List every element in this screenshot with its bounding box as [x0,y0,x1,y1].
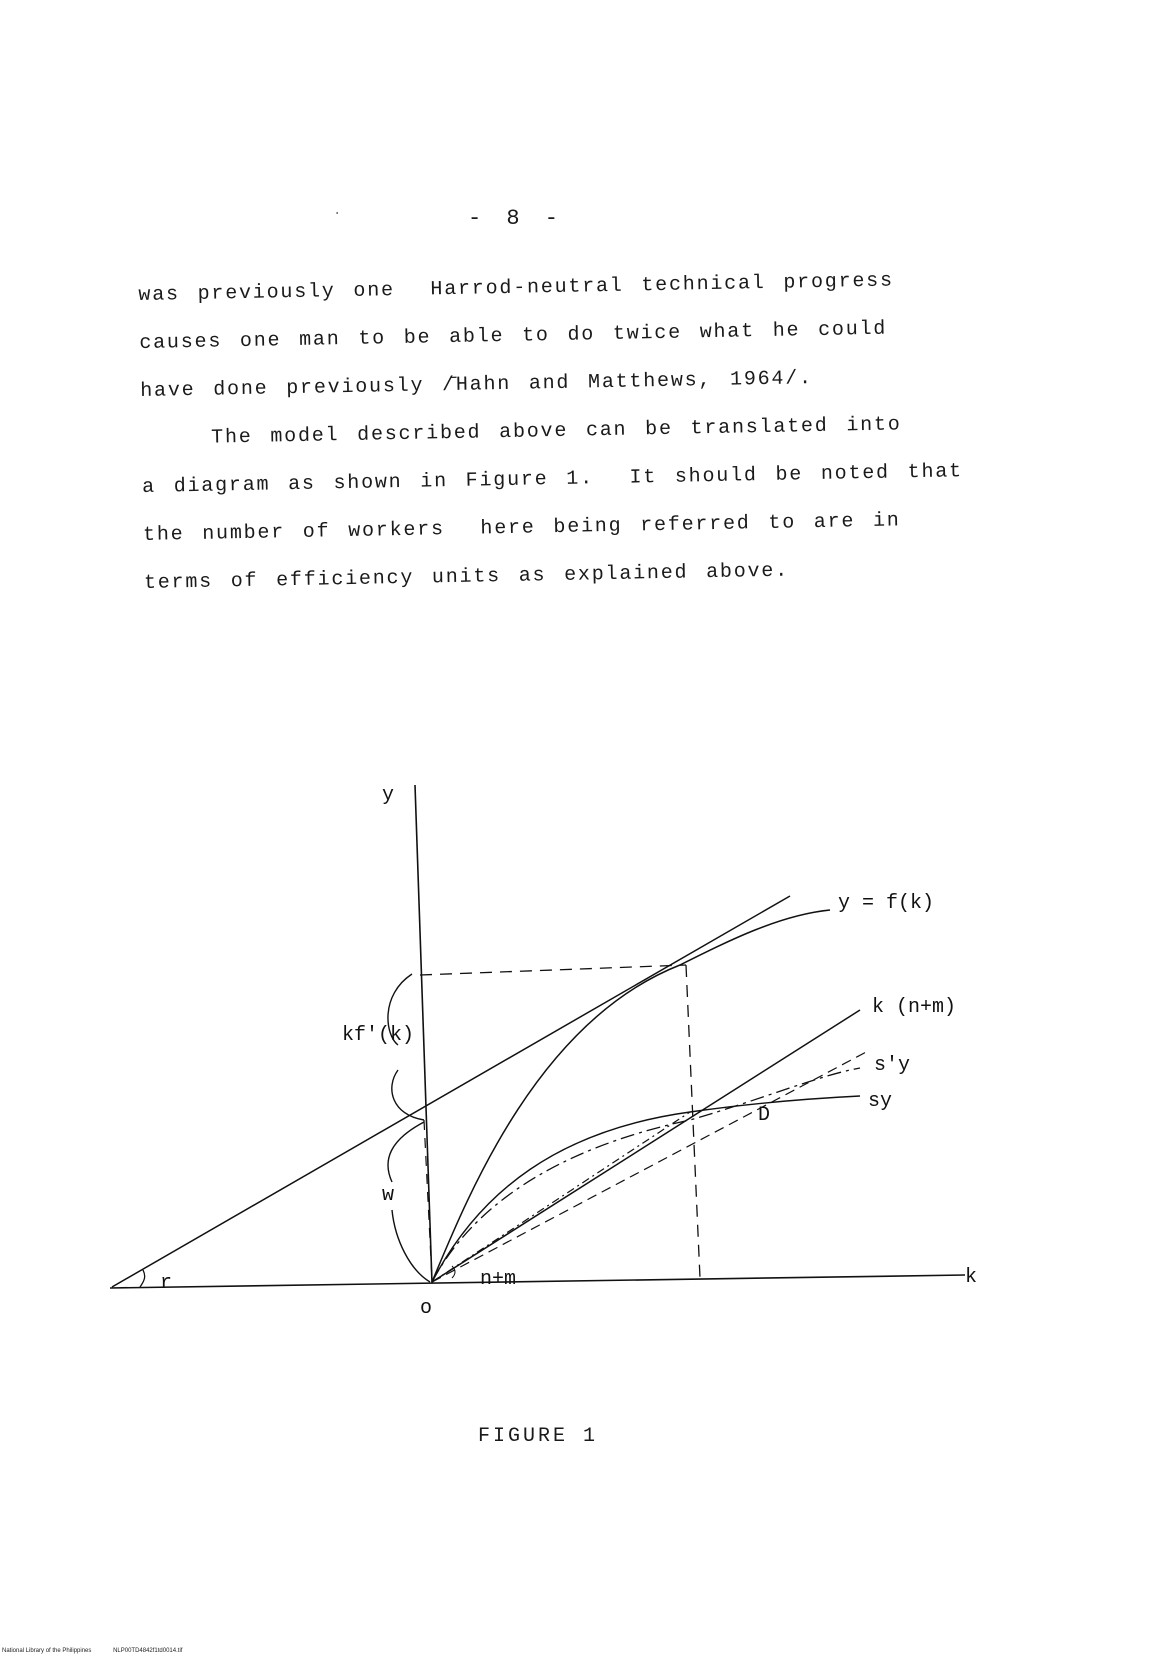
dashed-horizontal-guide [420,965,686,975]
wage-brace [388,1122,430,1282]
production-curve-label: y = f(k) [838,892,935,915]
y-axis-line [415,785,432,1283]
text-line: a diagram as shown in Figure 1. It should be noted that [141,460,964,499]
savings-alt-ray [432,1050,870,1282]
scan-mark: · [333,206,342,222]
point-d-label: D [758,1104,771,1127]
savings-curve [432,1096,860,1282]
y-axis-label: y [382,784,395,807]
kfk-brace [388,974,424,1120]
x-axis-line [110,1275,965,1288]
production-curve [432,910,830,1282]
figure-1-diagram [0,770,1168,1330]
text-line: causes one man to be able to do twice what he could [139,317,888,355]
figure-caption: FIGURE 1 [478,1425,599,1448]
wage-label: w [382,1184,395,1207]
ray-line-lower [432,1112,690,1282]
scan-footer [2,1648,202,1654]
savings-label: sy [868,1090,893,1113]
kfk-label: kf'(k) [342,1024,415,1047]
tangent-line [112,896,790,1287]
footer-file: NLP00TD4842f1td0014.tif [113,1648,183,1654]
page-number: - 8 - [468,206,565,231]
angle-r-label: r [160,1272,173,1295]
angle-arc [140,1270,145,1287]
origin-label: o [420,1297,433,1320]
footer-library: National Library of the Philippines [2,1648,92,1654]
x-axis-label: k [965,1266,978,1289]
dashed-vertical-guide [686,965,700,1278]
text-line: was previously one Harrod-neutral technical progress [138,269,895,307]
ray-label: k (n+m) [872,996,957,1019]
text-line: The model described above can be translated into [210,413,902,450]
body-text [138,256,964,608]
savings-alt-label: s'y [874,1054,911,1077]
slope-label: n+m [480,1268,517,1291]
text-line: the number of workers here being referred to are in [142,509,901,547]
text-line: have done previously /̄Hahn and Matthews, 1964/. [140,367,814,403]
text-line: terms of efficiency units as explained above. [143,559,790,595]
